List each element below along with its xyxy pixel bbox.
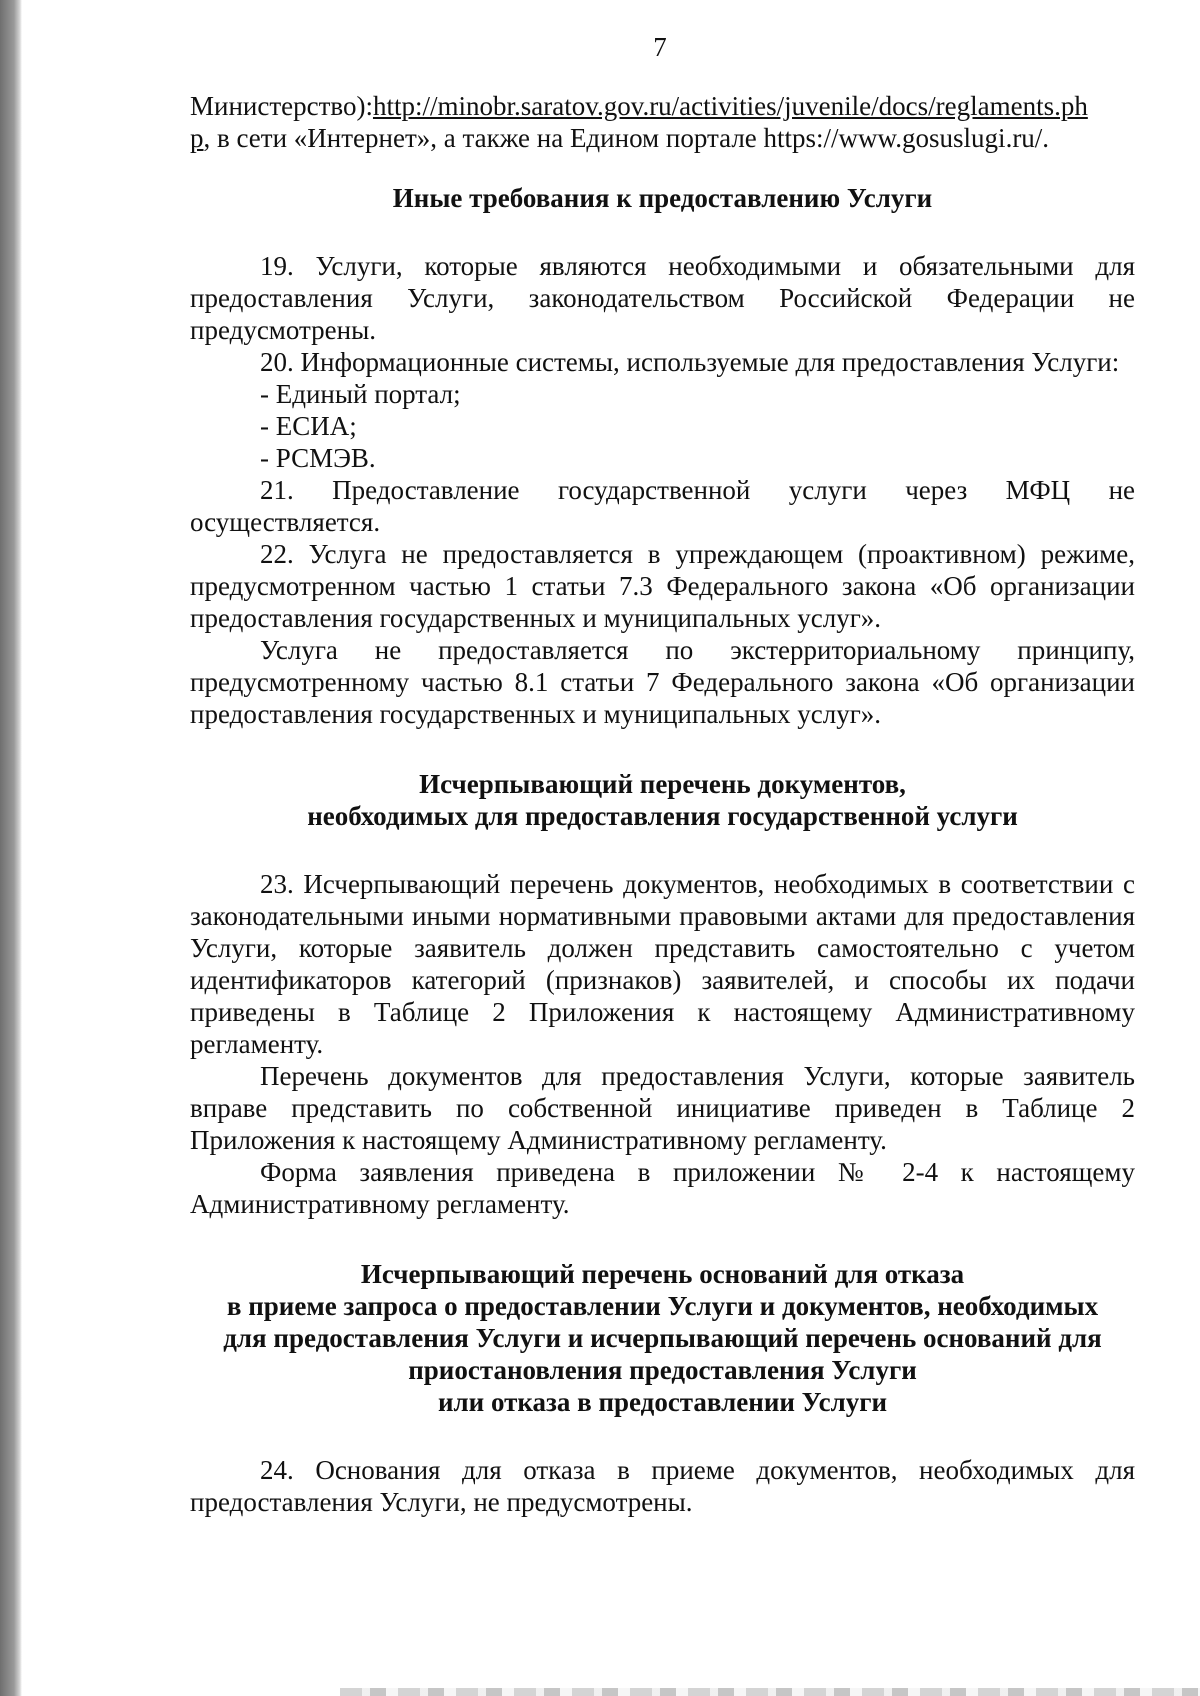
section-heading-refusal-line1: Исчерпывающий перечень оснований для отказа bbox=[360, 1259, 965, 1289]
paragraph-23: 23. Исчерпывающий перечень документов, необходимых в соответствии с законодательными иными нормативными правовыми актами для предоставления Услуги, которые заявитель должен представить самостоятельно с учетом идентификаторов категорий (признаков) заявителей, и способы их подачи приведены в Таблице 2 Приложения к настоящему Административному регламенту. bbox=[190, 869, 1135, 1059]
paragraph-19: 19. Услуги, которые являются необходимыми и обязательными для предоставления Услуги, законодательством Российской Федерации не предусмотрены. bbox=[190, 251, 1135, 345]
section-heading-documents bbox=[190, 768, 1135, 832]
section-heading-documents-line1: Исчерпывающий перечень документов, bbox=[419, 769, 906, 799]
section-heading-refusal-line3: для предоставления Услуги и исчерпывающий перечень оснований для bbox=[223, 1323, 1102, 1353]
section-heading-refusal-line4: приостановления предоставления Услуги bbox=[408, 1355, 917, 1385]
list-item-esia: - ЕСИА; bbox=[260, 411, 357, 441]
paragraph-23-optional-docs: Перечень документов для предоставления Услуги, которые заявитель вправе представить по собственной инициативе приведен в Таблице 2 Приложения к настоящему Административному регламенту. bbox=[190, 1061, 1135, 1155]
section-heading-documents-line2: необходимых для предоставления государственной услуги bbox=[307, 801, 1018, 831]
paragraph-22: 22. Услуга не предоставляется в упреждающем (проактивном) режиме, предусмотренном частью 1 статьи 7.3 Федерального закона «Об организации предоставления государственных и муниципальных услуг». bbox=[190, 539, 1135, 633]
ministry-label: Министерство): bbox=[190, 91, 373, 121]
regulations-link[interactable]: http://minobr.saratov.gov.ru/activities/juvenile/docs/reglaments.ph bbox=[372, 91, 1088, 121]
paragraph-21: 21. Предоставление государственной услуги через МФЦ не осуществляется. bbox=[190, 475, 1135, 537]
scan-left-edge bbox=[0, 0, 22, 1696]
document-body bbox=[190, 90, 1135, 1518]
list-item-portal: - Единый портал; bbox=[260, 379, 461, 409]
paragraph-20: 20. Информационные системы, используемые для предоставления Услуги: bbox=[260, 347, 1120, 377]
list-item-rsmev: - РСМЭВ. bbox=[260, 443, 376, 473]
regulations-link-continuation[interactable]: p bbox=[190, 123, 204, 153]
scan-bottom-artifact bbox=[340, 1688, 1200, 1696]
section-heading-refusal-line2: в приеме запроса о предоставлении Услуги и документов, необходимых bbox=[226, 1291, 1099, 1321]
top-paragraph bbox=[190, 90, 1135, 154]
top-paragraph-suffix: , в сети «Интернет», а также на Едином портале https://www.gosuslugi.ru/. bbox=[203, 123, 1050, 153]
section-heading-refusal-line5: или отказа в предоставлении Услуги bbox=[437, 1387, 888, 1417]
section-heading-refusal bbox=[190, 1258, 1135, 1418]
paragraph-24: 24. Основания для отказа в приеме документов, необходимых для предоставления Услуги, не предусмотрены. bbox=[190, 1455, 1135, 1517]
page-number: 7 bbox=[653, 32, 667, 62]
section-heading-other-requirements: Иные требования к предоставлению Услуги bbox=[392, 183, 933, 213]
paragraph-22-extraterritorial: Услуга не предоставляется по экстерриториальному принципу, предусмотренному частью 8.1 статьи 7 Федерального закона «Об организации предоставления государственных и муниципальных услуг». bbox=[190, 635, 1135, 729]
paragraph-23-application-form: Форма заявления приведена в приложении № 2-4 к настоящему Административному регламенту. bbox=[190, 1157, 1135, 1219]
